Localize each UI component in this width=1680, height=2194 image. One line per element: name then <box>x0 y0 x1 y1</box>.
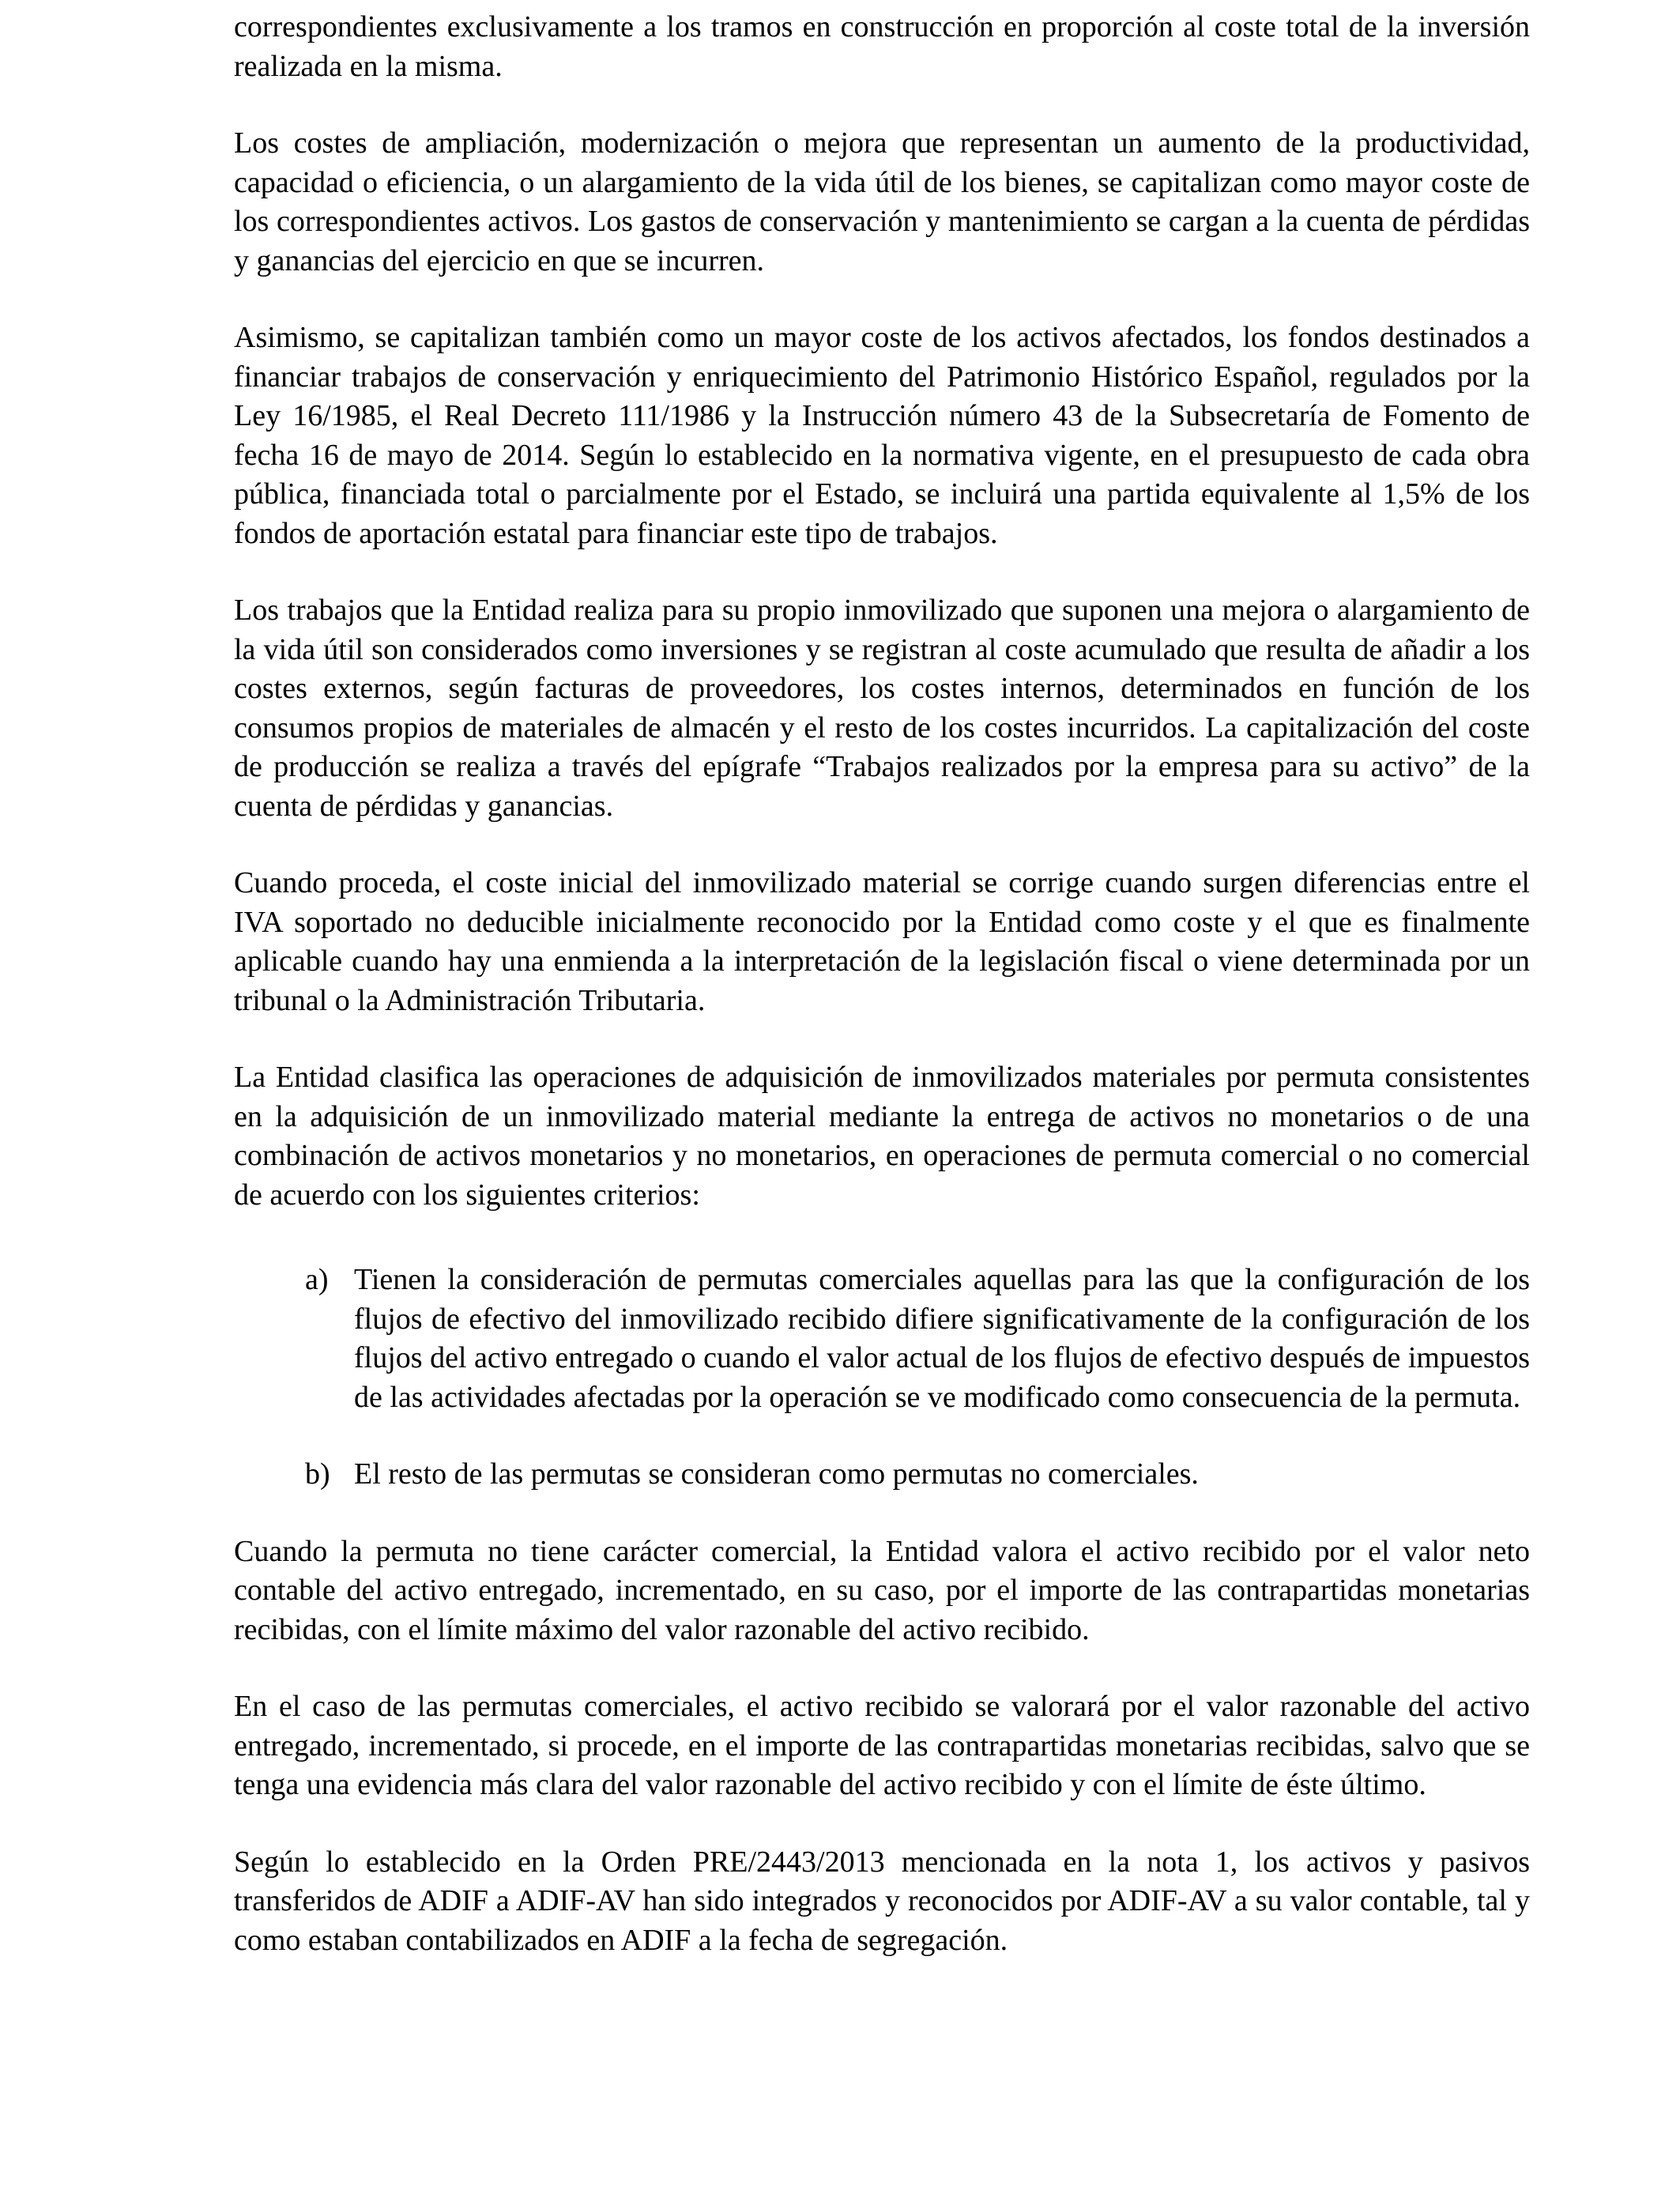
document-page <box>234 8 1530 1998</box>
list-item <box>234 1455 1530 1495</box>
list-marker: b) <box>305 1457 330 1491</box>
list-item <box>234 1261 1530 1417</box>
paragraph-non-commercial-exchange: Cuando la permuta no tiene carácter comercial, la Entidad valora el activo recibido por el valor neto contable del activo entregado, incrementado, en su caso, por el importe de las contrapartidas monetarias recibidas, con el límite máximo del valor razonable del activo recibido. <box>234 1534 1530 1646</box>
paragraph-improvement-costs: Los costes de ampliación, modernización o mejora que representan un aumento de la productividad, capacidad o eficiencia, o un alargamiento de la vida útil de los bienes, se capitalizan como mayor coste de los correspondientes activos. Los gastos de conservación y mantenimiento se cargan a la cuenta de pérdidas y ganancias del ejercicio en que se incurren. <box>234 126 1530 277</box>
paragraph-commercial-exchange: En el caso de las permutas comerciales, el activo recibido se valorará por el valor razonable del activo entregado, incrementado, si procede, en el importe de las contrapartidas monetarias recibidas, salvo que se tenga una evidencia más clara del valor razonable del activo recibido y con el límite de éste último. <box>234 1690 1530 1801</box>
list-item-text: Tienen la consideración de permutas comerciales aquellas para las que la configuración de los flujos de efectivo del inmovilizado recibido difiere significativamente de la configuración de los flujos del activo entregado o cuando el valor actual de los flujos de efectivo después de impuestos de las actividades afectadas por la operación se ve modificado como consecuencia de la permuta. <box>354 1263 1530 1414</box>
paragraph-own-work: Los trabajos que la Entidad realiza para su propio inmovilizado que suponen una mejora o alargamiento de la vida útil son considerados como inversiones y se registran al coste acumulado que resulta de añadir a los costes externos, según facturas de proveedores, los costes internos, determinados en función de los consumos propios de materiales de almacén y el resto de los costes incurridos. La capitalización del coste de producción se realiza a través del epígrafe “Trabajos realizados por la empresa para su activo” de la cuenta de pérdidas y ganancias. <box>234 594 1530 823</box>
criteria-list <box>234 1261 1530 1495</box>
paragraph-historic-heritage: Asimismo, se capitalizan también como un mayor coste de los activos afectados, los fondos destinados a financiar trabajos de conservación y enriquecimiento del Patrimonio Histórico Español, regulados por la Ley 16/1985, el Real Decreto 111/1986 y la Instrucción número 43 de la Subsecretaría de Fomento de fecha 16 de mayo de 2014. Según lo establecido en la normativa vigente, en el presupuesto de cada obra pública, financiada total o parcialmente por el Estado, se incluirá una partida equivalente al 1,5% de los fondos de aportación estatal para financiar este tipo de trabajos. <box>234 321 1530 550</box>
paragraph-capitalization-continued: correspondientes exclusivamente a los tramos en construcción en proporción al coste total de la inversión realizada en la misma. <box>234 10 1530 83</box>
list-marker: a) <box>305 1263 329 1296</box>
paragraph-exchange-classification: La Entidad clasifica las operaciones de adquisición de inmovilizados materiales por permuta consistentes en la adquisición de un inmovilizado material mediante la entrega de activos no monetarios o de una combinación de activos monetarios y no monetarios, en operaciones de permuta comercial o no comercial de acuerdo con los siguientes criterios: <box>234 1061 1530 1212</box>
paragraph-vat-correction: Cuando proceda, el coste inicial del inmovilizado material se corrige cuando surgen diferencias entre el IVA soportado no deducible inicialmente reconocido por la Entidad como coste y el que es finalmente aplicable cuando hay una enmienda a la interpretación de la legislación fiscal o viene determinada por un tribunal o la Administración Tributaria. <box>234 866 1530 1017</box>
list-item-text: El resto de las permutas se consideran como permutas no comerciales. <box>354 1457 1199 1491</box>
paragraph-segregation: Según lo establecido en la Orden PRE/2443/2013 mencionada en la nota 1, los activos y pasivos transferidos de ADIF a ADIF-AV han sido integrados y reconocidos por ADIF-AV a su valor contable, tal y como estaban contabilizados en ADIF a la fecha de segregación. <box>234 1845 1530 1957</box>
